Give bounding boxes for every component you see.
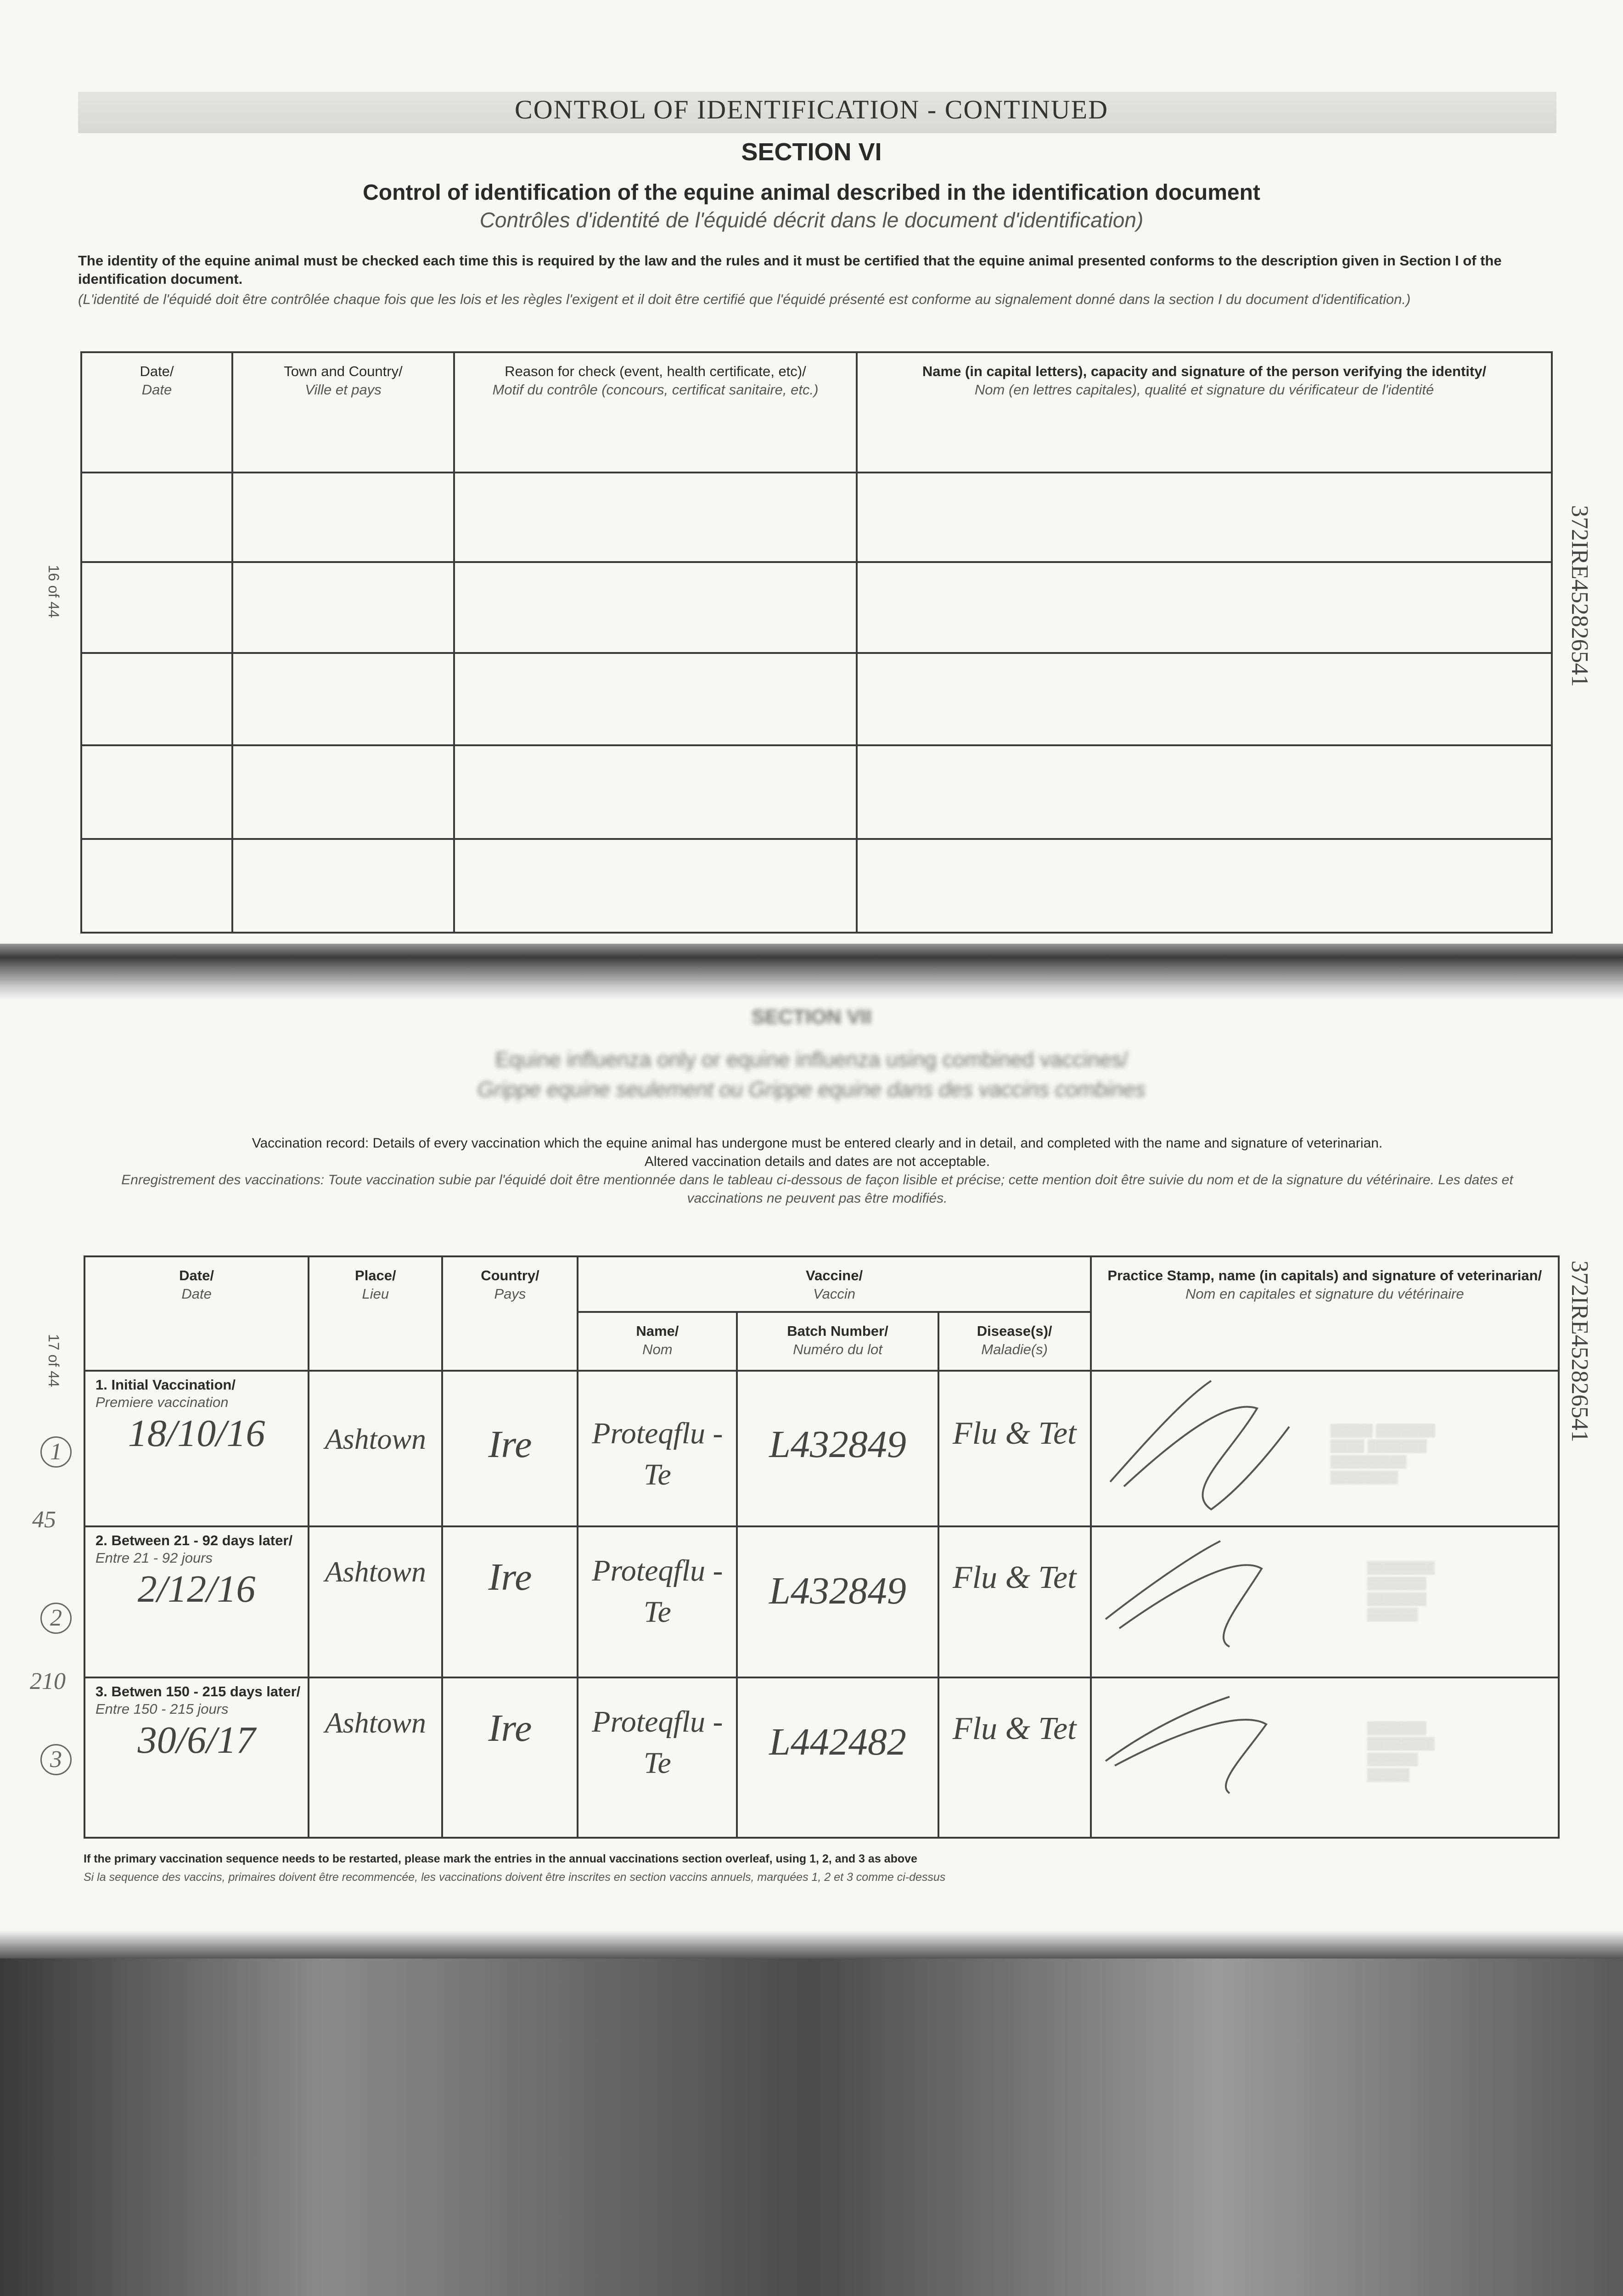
col-reason: Reason for check (event, health certificate, etc)/ Motif du contrôle (concours, certificat sanitaire, etc.): [454, 352, 857, 473]
place-cell[interactable]: Ashtown: [309, 1677, 442, 1838]
country-cell[interactable]: Ire: [442, 1526, 578, 1677]
stamp-cell[interactable]: [1091, 1526, 1559, 1677]
date-cell[interactable]: [81, 745, 232, 839]
town-cell[interactable]: [232, 745, 454, 839]
identification-check-table: [80, 351, 1553, 934]
batch-cell[interactable]: L432849: [737, 1371, 938, 1526]
col-town: Town and Country/ Ville et pays: [232, 352, 454, 473]
margin-note: 45: [32, 1507, 56, 1533]
page-fold-shadow: [0, 944, 1623, 999]
practice-stamp: ▒▒▒▒▒▒▒▒ ▒▒▒▒▒▒▒ ▒▒▒▒▒▒▒ ▒▒▒▒▒▒: [1367, 1560, 1435, 1621]
verifier-cell[interactable]: [857, 653, 1552, 745]
section-vii-line1: Equine influenza only or equine influenza using combined vaccines/: [495, 1047, 1128, 1071]
passport-id-bottom: 372IRE452826541: [1567, 1261, 1593, 1442]
table-row: [81, 473, 1552, 562]
col-date: Date/ Date: [84, 1256, 309, 1371]
intro-text-fr: (L'identité de l'équidé doit être contrôlée chaque fois que les lois et les règles l'exigent et il doit être certifié que l'équidé présenté est conforme au signalement donné dans la section I du document d'identification.): [78, 291, 1411, 307]
col-place: Place/ Lieu: [309, 1256, 442, 1371]
disease-cell[interactable]: Flu & Tet: [938, 1677, 1091, 1838]
verifier-cell[interactable]: [857, 473, 1552, 562]
table-row: [81, 745, 1552, 839]
place-cell[interactable]: Ashtown: [309, 1371, 442, 1526]
disease-cell[interactable]: Flu & Tet: [938, 1371, 1091, 1526]
section-vii-line2: Grippe equine seulement ou Grippe equine dans des vaccins combines: [477, 1077, 1146, 1101]
veterinarian-signature: [1092, 1527, 1533, 1674]
section-heading: SECTION VI: [741, 138, 882, 166]
handwritten-date: 30/6/17: [137, 1719, 256, 1761]
vaccination-row: [84, 1371, 1559, 1526]
vaccination-row: [84, 1677, 1559, 1838]
margin-note: 210: [30, 1668, 66, 1694]
vaccination-row: [84, 1526, 1559, 1677]
vaccine-name-cell[interactable]: Proteqflu -Te: [578, 1677, 737, 1838]
col-batch-number: Batch Number/ Numéro du lot: [737, 1312, 938, 1371]
country-cell[interactable]: Ire: [442, 1677, 578, 1838]
reason-cell[interactable]: [454, 653, 857, 745]
place-cell[interactable]: Ashtown: [309, 1526, 442, 1677]
date-cell[interactable]: [81, 839, 232, 933]
town-cell[interactable]: [232, 653, 454, 745]
vaccination-table: [84, 1255, 1560, 1839]
table-row: [81, 562, 1552, 653]
margin-circled-number: 3: [40, 1744, 72, 1775]
section-vii-heading: SECTION VII: [751, 1006, 872, 1028]
page-title: CONTROL OF IDENTIFICATION - CONTINUED: [515, 95, 1108, 124]
reason-cell[interactable]: [454, 745, 857, 839]
vaccine-name-cell[interactable]: Proteqflu -Te: [578, 1371, 737, 1526]
date-cell[interactable]: 3. Betwen 150 - 215 days later/ Entre 150 - 215 jours 30/6/17: [84, 1677, 309, 1838]
vaccine-name-cell[interactable]: Proteqflu -Te: [578, 1526, 737, 1677]
col-practice-stamp: Practice Stamp, name (in capitals) and signature of veterinarian/ Nom en capitales et signature du vétérinaire: [1091, 1256, 1559, 1371]
town-cell[interactable]: [232, 839, 454, 933]
date-cell[interactable]: 1. Initial Vaccination/ Premiere vaccination 18/10/16: [84, 1371, 309, 1526]
reason-cell[interactable]: [454, 473, 857, 562]
verifier-cell[interactable]: [857, 839, 1552, 933]
country-cell[interactable]: Ire: [442, 1371, 578, 1526]
practice-stamp: ▒▒▒▒▒▒▒ ▒▒▒▒▒▒▒▒ ▒▒▒▒▒▒ ▒▒▒▒▒: [1367, 1721, 1435, 1781]
footnote: [84, 1850, 1553, 1886]
town-cell[interactable]: [232, 562, 454, 653]
veterinarian-signature: [1092, 1372, 1533, 1523]
vaccination-intro-fr: Enregistrement des vaccinations: Toute vaccination subie par l'équidé doit être mentionnée dans le tableau ci-dessous de façon lisible et précise; cette mention doit être suivie du nom et de la signature du vétérinaire. Les dates et vaccinations ne peuvent pas être modifiés.: [121, 1172, 1513, 1206]
margin-circled-number: 2: [40, 1603, 72, 1634]
handwritten-date: 18/10/16: [128, 1412, 265, 1455]
col-date: Date/ Date: [81, 352, 232, 473]
vaccination-intro-en: Vaccination record: Details of every vaccination which the equine animal has undergone must be entered clearly and in detail, and completed with the name and signature of veterinarian.: [252, 1136, 1383, 1151]
col-country: Country/ Pays: [442, 1256, 578, 1371]
handwritten-date: 2/12/16: [137, 1568, 256, 1610]
col-verifier: Name (in capital letters), capacity and signature of the person verifying the identity/ Nom (en lettres capitales), qualité et signature du vérificateur de l'identité: [857, 352, 1552, 473]
footnote-fr: Si la sequence des vaccins, primaires doivent être recommencée, les vaccinations doivent être inscrites en section vaccins annuels, marquées 1, 2 et 3 comme ci-dessus: [84, 1871, 946, 1884]
reason-cell[interactable]: [454, 562, 857, 653]
date-cell[interactable]: [81, 653, 232, 745]
page-number-top: 16 of 44: [45, 565, 62, 618]
margin-circled-number: 1: [40, 1436, 72, 1468]
vaccination-intro-en2: Altered vaccination details and dates are not acceptable.: [644, 1154, 990, 1169]
veterinarian-signature: [1092, 1678, 1533, 1835]
passport-id-top: 372IRE452826541: [1567, 505, 1593, 687]
col-vaccine-name: Name/ Nom: [578, 1312, 737, 1371]
reason-cell[interactable]: [454, 839, 857, 933]
section-subtitle: Control of identification of the equine animal described in the identification document: [363, 180, 1260, 205]
date-cell[interactable]: [81, 562, 232, 653]
stamp-cell[interactable]: [1091, 1371, 1559, 1526]
vaccination-intro: [83, 1134, 1552, 1208]
page-number-bottom: 17 of 44: [45, 1334, 62, 1387]
intro-text: The identity of the equine animal must be checked each time this is required by the law and the rules and it must be certified that the equine animal presented conforms to the description given in Section I of the identification document.: [78, 253, 1502, 287]
date-cell[interactable]: 2. Between 21 - 92 days later/ Entre 21 - 92 jours 2/12/16: [84, 1526, 309, 1677]
table-row: [81, 839, 1552, 933]
col-disease: Disease(s)/ Maladie(s): [938, 1312, 1091, 1371]
date-cell[interactable]: [81, 473, 232, 562]
practice-stamp: ▒▒▒▒▒ ▒▒▒▒▒▒▒ ▒▒▒▒ ▒▒▒▒▒▒▒ ▒▒▒▒▒▒▒▒▒ ▒▒▒▒▒▒▒▒: [1330, 1423, 1435, 1484]
disease-cell[interactable]: Flu & Tet: [938, 1526, 1091, 1677]
verifier-cell[interactable]: [857, 562, 1552, 653]
table-row: [81, 653, 1552, 745]
verifier-cell[interactable]: [857, 745, 1552, 839]
section-subtitle-fr: Contrôles d'identité de l'équidé décrit dans le document d'identification): [479, 208, 1144, 232]
scanner-shadow: [0, 1931, 1623, 2296]
footnote-en: If the primary vaccination sequence needs to be restarted, please mark the entries in the annual vaccinations section overleaf, using 1, 2, and 3 as above: [84, 1852, 917, 1865]
batch-cell[interactable]: L442482: [737, 1677, 938, 1838]
batch-cell[interactable]: L432849: [737, 1526, 938, 1677]
col-vaccine: Vaccine/ Vaccin: [578, 1256, 1090, 1312]
town-cell[interactable]: [232, 473, 454, 562]
stamp-cell[interactable]: [1091, 1677, 1559, 1838]
